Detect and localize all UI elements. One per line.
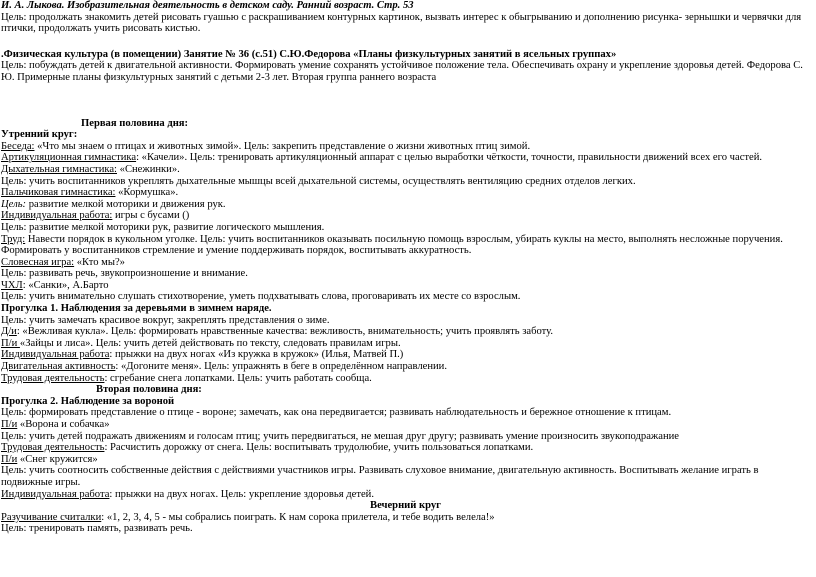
evening-goal: Цель: тренировать память, развивать речь.	[1, 523, 193, 535]
walk1-title: Прогулка 1. Наблюдения за деревьями в зимнем наряде.	[1, 303, 272, 315]
item-label: Дыхательная гимнастика:	[1, 163, 117, 175]
word-game-item	[1, 257, 810, 269]
first-half-heading: Первая половина дня:	[81, 117, 189, 129]
counting-rhyme-item	[1, 512, 810, 524]
walk1-outdoor-game	[1, 338, 810, 350]
morning-circle-heading: Утренний круг:	[1, 129, 78, 141]
item-text: игры с бусами ()	[112, 210, 190, 222]
item-text: : «1, 2, 3, 4, 5 - мы собрались поиграть. К нам сорока прилетела, и тебе водить велела!»	[101, 511, 495, 523]
item-text: : «Вежливая кукла». Цель: формировать нравственные качества: вежливость, внимательность; учить проявлять заботу.	[16, 326, 554, 338]
articulation-item	[1, 152, 810, 164]
item-label: Беседа:	[1, 140, 35, 152]
item-text: «Кормушка».	[115, 187, 179, 199]
breathing-goal: Цель: учить воспитанников укреплять дыхательные мышцы всей дыхательной системы, осуществлять вентиляцию средних отделов легких.	[1, 175, 636, 187]
source-reference: И. А. Лыкова. Изобразительная деятельность в детском саду. Ранний возраст. Стр. 53	[1, 0, 414, 11]
goal-label: Цель:	[1, 198, 27, 210]
individual-work-item	[1, 210, 810, 222]
walk1-goal: Цель: учить замечать красивое вокруг, закреплять представления о зиме.	[1, 314, 330, 326]
walk1-motor-activity	[1, 361, 810, 373]
item-label: Трудовая деятельность	[1, 442, 105, 454]
item-text: : «Качели». Цель: тренировать артикуляционный аппарат с целью выработки чёткости, точности, правильности движений всех его частей.	[136, 152, 763, 164]
item-label: Трудовая деятельность	[1, 372, 105, 384]
motor-goal	[1, 199, 810, 211]
breathing-item	[1, 164, 810, 176]
item-label: ЧХЛ	[1, 279, 23, 291]
item-text: Навести порядок в кукольном уголке. Цель: учить воспитанников оказывать посильную помощь взрослым, убирать куклы на место, выполнять несложные поручения. Формировать у воспитанников стремление и умение поддерживать порядок, воспитывать аккуратность.	[1, 233, 783, 257]
fiction-item	[1, 280, 810, 292]
item-label: Словесная игра:	[1, 256, 75, 268]
labor-item	[1, 234, 810, 257]
walk2-labor	[1, 442, 810, 454]
item-label: Двигательная активность	[1, 361, 116, 373]
walk1-didactic-game	[1, 326, 810, 338]
item-label: Пальчиковая гимнастика:	[1, 187, 116, 199]
walk2-outdoor-game-2	[1, 454, 810, 466]
item-text: : Расчистить дорожку от снега. Цель: воспитывать трудолюбие, учить пользоваться лопатками.	[104, 442, 534, 454]
walk2-individual-work	[1, 489, 810, 501]
item-text: «Кто мы?»	[74, 256, 125, 268]
item-label: Индивидуальная работа:	[1, 210, 113, 222]
word-game-goal: Цель: развивать речь, звукопроизношение и внимание.	[1, 268, 248, 280]
walk2-title: Прогулка 2. Наблюдение за вороной	[1, 395, 175, 407]
item-text: «Ворона и собачка»	[17, 419, 110, 430]
item-text: : прыжки на двух ногах. Цель: укрепление здоровья детей.	[109, 488, 375, 500]
item-label: Разучивание считалки	[1, 511, 102, 523]
item-text: «Что мы знаем о птицах и животных зимой». Цель: закрепить представление о жизни животных птиц зимой.	[34, 140, 531, 152]
item-label: Индивидуальная работа	[1, 488, 110, 500]
second-half-heading: Вторая половина дня:	[96, 384, 202, 396]
item-label: Индивидуальная работа	[1, 349, 110, 361]
walk2-game-2-goal: Цель: учить соотносить собственные действия с действиями участников игры. Развивать слуховое внимание, двигательную активность. Воспитывать желание играть в подвижные игры.	[1, 465, 759, 488]
finger-gym-item	[1, 187, 810, 199]
item-text: : «Догоните меня». Цель: упражнять в беге в определённом направлении.	[115, 361, 447, 373]
walk2-outdoor-game	[1, 419, 810, 431]
item-text: : сгребание снега лопатками. Цель: учить работать сообща.	[104, 372, 372, 384]
walk2-goal: Цель: формировать представление о птице - вороне; замечать, как она передвигается; развивать наблюдательность и бережное отношение к птицам.	[1, 407, 672, 419]
drawing-goal: Цель: продолжать знакомить детей рисовать гуашью с раскрашиванием контурных картинок, вызвать интерес к обыгрыванию и дополнению рисунка- зернышки и червячки для птички, продолжать учить рисовать кистью.	[1, 11, 802, 35]
item-label: П/и	[1, 419, 18, 430]
item-label: П/и	[1, 453, 18, 465]
phys-ed-title: .Физическая культура (в помещении) Занятие № 36 (с.51) С.Ю.Федорова «Планы физкультурных занятий в ясельных группах»	[1, 48, 617, 60]
individual-work-goal: Цель: развитие мелкой моторики рук, развитие логического мышления.	[1, 221, 325, 233]
walk1-individual-work	[1, 349, 810, 361]
item-text: : прыжки на двух ногах «Из кружка в кружок» (Илья, Матвей П.)	[109, 349, 404, 361]
item-text: : «Санки», А.Барто	[22, 279, 109, 291]
phys-ed-goal: Цель: побуждать детей к двигательной активности. Формировать умение сохранять устойчивое положение тела. Обеспечивать охрану и укрепление здоровья детей. Федорова С. Ю. Примерные планы физкультурных занятий с детьми 2-3 лет. Вторая группа раннего возраста	[1, 60, 803, 83]
item-label: Артикуляционная гимнастика	[1, 152, 137, 164]
item-label: П/и	[1, 337, 20, 349]
item-label: Д/и	[1, 326, 17, 338]
goal-text: развитие мелкой моторики и движения рук.	[26, 198, 226, 210]
item-label: Труд:	[1, 233, 26, 245]
item-text: «Зайцы и лиса». Цель: учить детей действовать по тексту, следовать правилам игры.	[19, 337, 401, 349]
item-text: «Снег кружится»	[17, 453, 98, 465]
item-text: «Снежинки».	[117, 163, 180, 175]
walk1-labor	[1, 373, 810, 385]
evening-circle-heading: Вечерний круг	[370, 500, 441, 512]
walk2-game-goal: Цель: учить детей подражать движениям и голосам птиц; учить передвигаться, не мешая друг другу; развивать умение произносить звукоподражание	[1, 430, 679, 442]
fiction-goal: Цель: учить внимательно слушать стихотворение, уметь подхватывать слова, проговаривать их месте со взрослым.	[1, 291, 521, 303]
conversation-item	[1, 141, 810, 153]
